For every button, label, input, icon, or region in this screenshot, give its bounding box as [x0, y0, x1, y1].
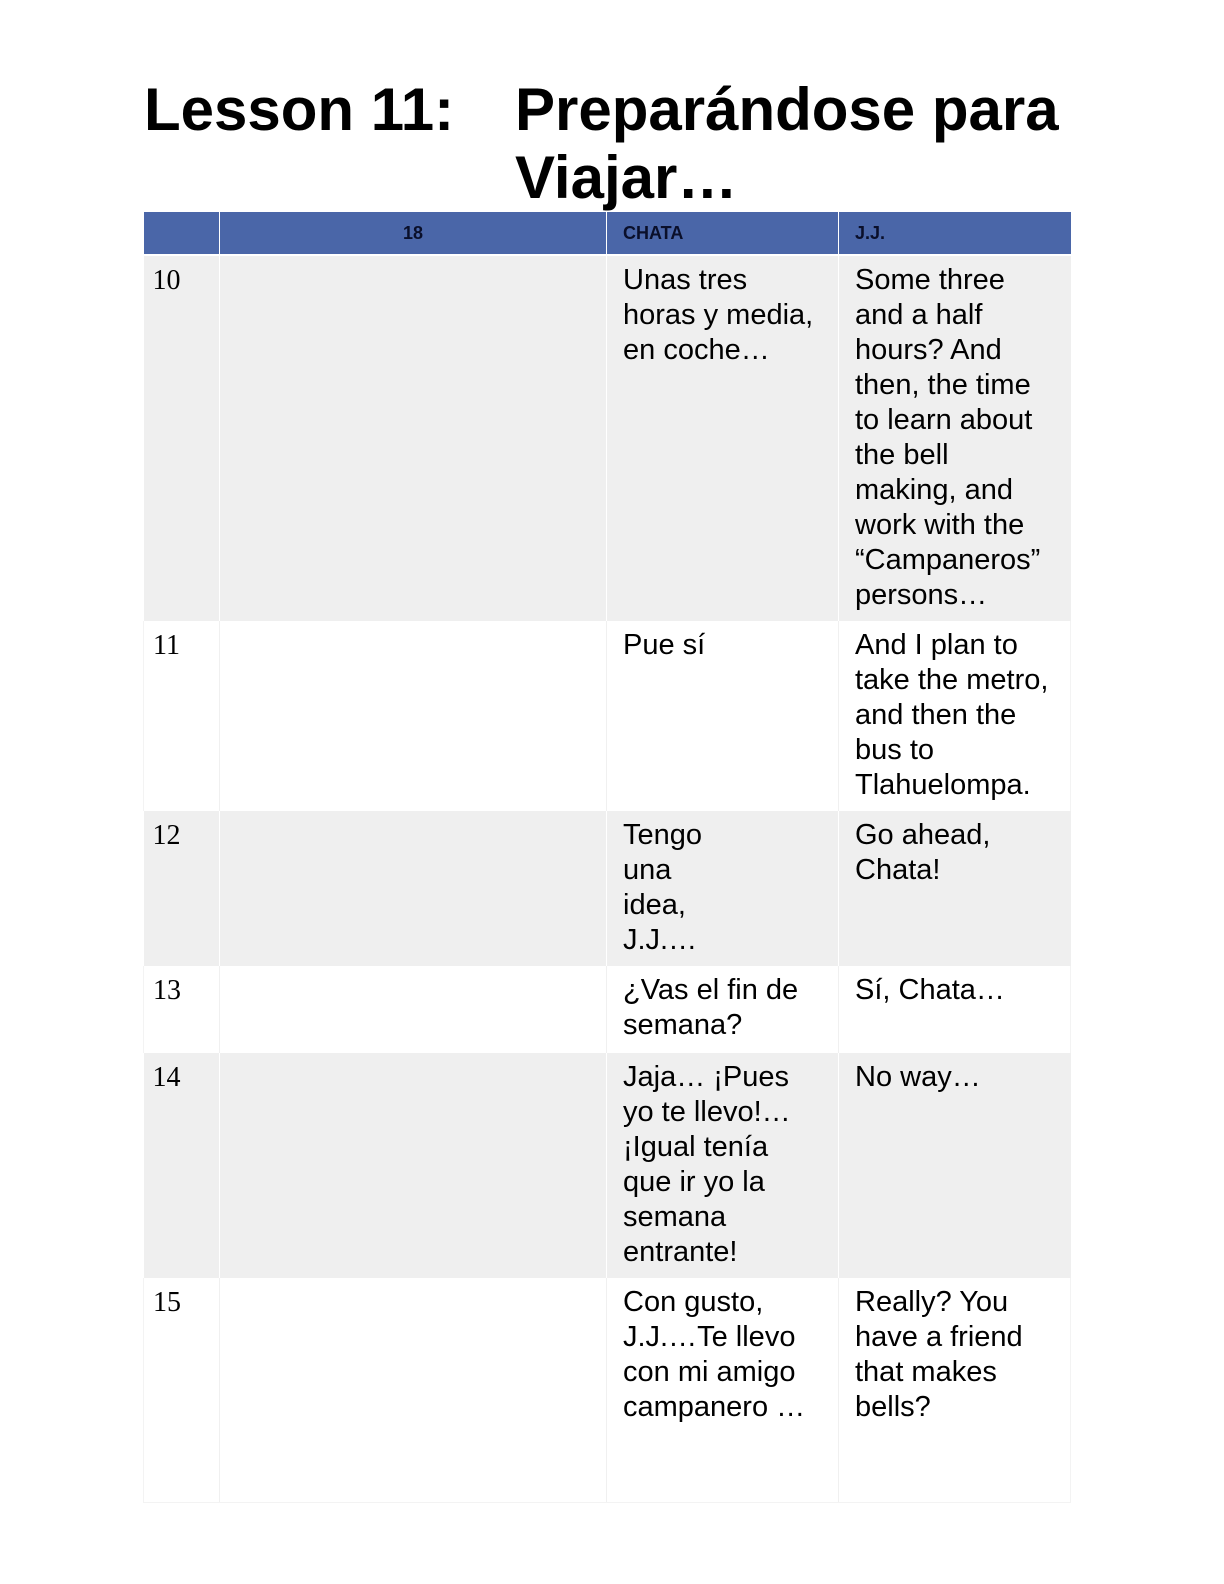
jj-line: Sí, Chata…	[839, 966, 1071, 1053]
table-row	[144, 1053, 1071, 1278]
line-number: 11	[144, 621, 220, 811]
jj-line: And I plan to take the metro, and then the bus to Tlahuelompa.	[839, 621, 1071, 811]
jj-line: Some three and a half hours? And then, the time to learn about the bell making, and work with the “Campaneros” persons…	[839, 255, 1071, 621]
blank-cell	[220, 811, 607, 966]
chata-line: Unas tres horas y media, en coche…	[607, 255, 839, 621]
blank-cell	[220, 1278, 607, 1502]
chata-line: Pue sí	[607, 621, 839, 811]
jj-line: No way…	[839, 1053, 1071, 1278]
table-row	[144, 1278, 1071, 1502]
table-row	[144, 255, 1071, 621]
blank-cell	[220, 621, 607, 811]
line-number: 15	[144, 1278, 220, 1502]
line-number: 14	[144, 1053, 220, 1278]
header-jj: J.J.	[839, 212, 1071, 255]
line-number: 13	[144, 966, 220, 1053]
table-row	[144, 966, 1071, 1053]
blank-cell	[220, 1053, 607, 1278]
table-row	[144, 811, 1071, 966]
chata-line: Tengo una idea, J.J.…	[607, 811, 839, 966]
jj-line: Really? You have a friend that makes bells?	[839, 1278, 1071, 1502]
header-number	[144, 212, 220, 255]
blank-cell	[220, 966, 607, 1053]
dialogue-table	[143, 212, 1071, 1503]
chata-line: ¿Vas el fin de semana?	[607, 966, 839, 1053]
line-number: 10	[144, 255, 220, 621]
header-chata: CHATA	[607, 212, 839, 255]
chata-line: Jaja… ¡Pues yo te llevo!… ¡Igual tenía que ir yo la semana entrante!	[607, 1053, 839, 1278]
lesson-number-heading: Lesson 11:	[144, 76, 455, 143]
line-number: 12	[144, 811, 220, 966]
jj-line: Go ahead, Chata!	[839, 811, 1071, 966]
header-blank: 18	[220, 212, 607, 255]
chata-line: Con gusto, J.J.…Te llevo con mi amigo campanero …	[607, 1278, 839, 1502]
table-header-row	[144, 212, 1071, 255]
lesson-topic-heading: Preparándose para Viajar…	[515, 76, 1059, 211]
blank-cell	[220, 255, 607, 621]
table-row	[144, 621, 1071, 811]
